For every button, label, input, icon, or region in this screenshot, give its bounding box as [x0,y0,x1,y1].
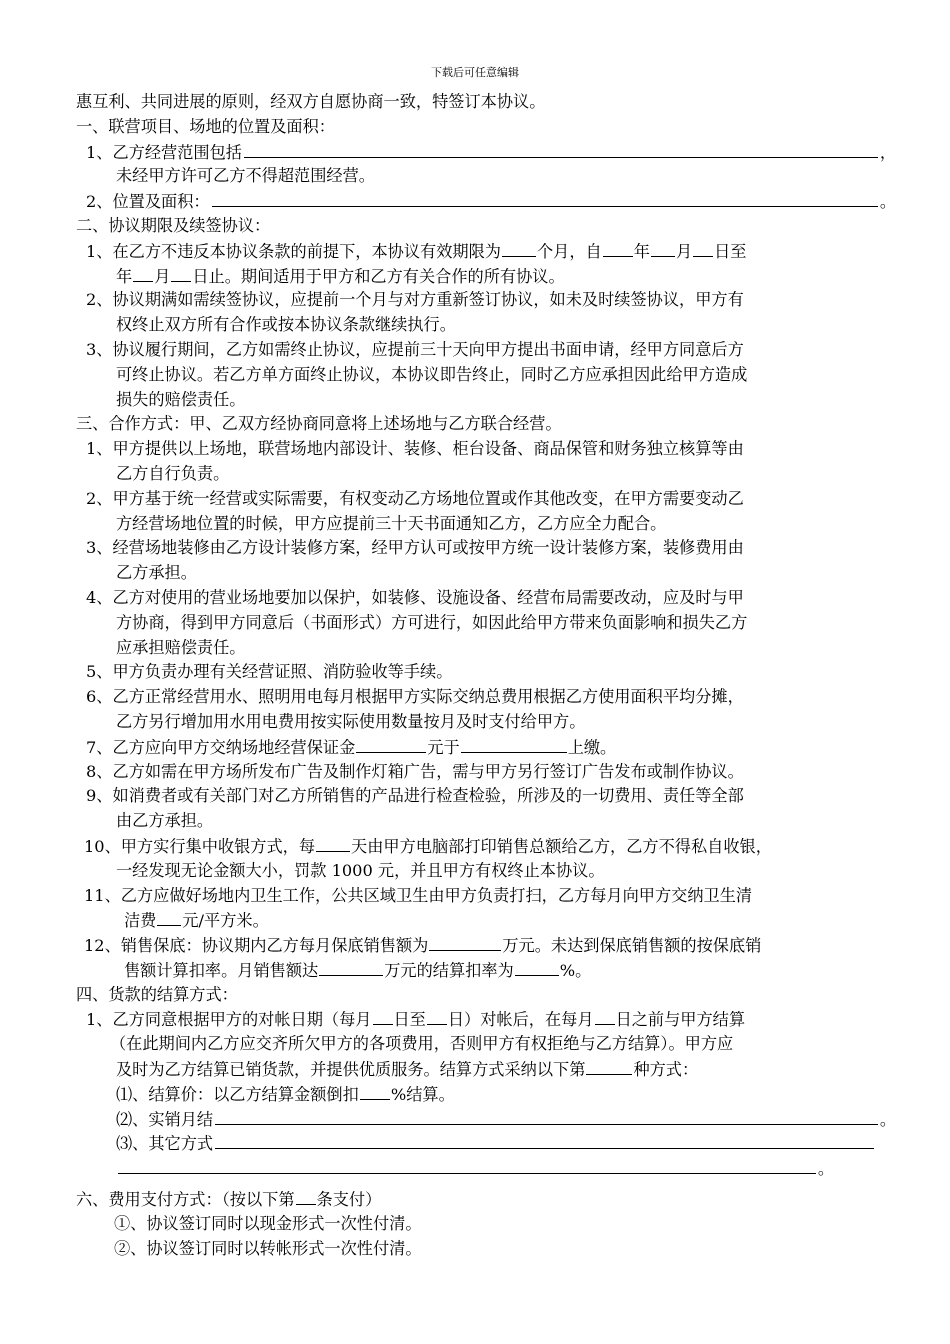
clause-text: ⑵、实销月结 [116,1109,214,1129]
clause-text: 个月，自 [537,241,602,261]
clause-line [76,1131,896,1156]
paragraph-line: 惠互利、共同进展的原则，经双方自愿协商一致，特签订本协议。 [76,92,546,111]
clause-line: 2、协议期满如需续签协议，应提前一个月与对方重新签订协议，如未及时续签协议，甲方有 [86,290,744,310]
contract-body [76,90,896,1261]
clause-text: 日至 [393,1010,426,1030]
clause-text: 2、位置及面积： [86,192,210,212]
clause-text: 10、甲方实行集中收银方式，每 [84,836,316,856]
clause-text: 洁费 [124,911,157,931]
clause-text: 1、乙方经营范围包括 [86,142,242,162]
clause-text: 六、费用支付方式：（按以下第 [76,1190,295,1210]
clause-line: 8、乙方如需在甲方场所发布广告及制作灯箱广告，需与甲方另行签订广告发布或制作协议。 [86,761,744,781]
blank-field [461,735,567,753]
clause-text: 条支付） [316,1190,382,1210]
clause-line: 未经甲方许可乙方不得超范围经营。 [116,166,375,186]
clause-text: 售额计算扣率。月销售额达 [124,960,319,980]
clause-text: 月 [154,266,171,286]
blank-field [502,239,536,257]
clause-line: 损失的赔偿责任。 [116,389,246,409]
punct: ， [879,142,896,162]
section-heading: 三、合作方式：甲、乙双方经协商同意将上述场地与乙方联合经营。 [76,414,562,434]
blank-field [595,1007,615,1025]
section-heading: 一、联营项目、场地的位置及面积： [76,116,335,136]
blank-field [429,933,501,951]
clause-text: 天由甲方电脑部打印销售总额给乙方，乙方不得私自收银， [351,836,772,856]
clause-line: 权终止双方所有合作或按本协议条款继续执行。 [116,315,456,335]
clause-text: 月 [675,241,693,261]
section-heading: 四、货款的结算方式： [76,984,238,1004]
clause-line [76,1156,896,1181]
clause-line: 9、如消费者或有关部门对乙方所销售的产品进行检查检验，所涉及的一切费用、责任等全部 [86,786,744,806]
clause-text: ⑴、结算价：以乙方结算金额倒扣 [116,1084,359,1104]
clause-line [76,140,896,165]
clause-text: 日至 [714,241,747,261]
clause-line: 3、经营场地装修由乙方设计装修方案，经甲方认可或按甲方统一设计装修方案，装修费用由 [86,538,744,558]
blank-field [212,189,878,207]
blank-field [427,1007,447,1025]
punct: 。 [817,1159,834,1179]
clause-line: 3、协议履行期间，乙方如需终止协议，应提前三十天向甲方提出书面申请，经甲方同意后方 [86,339,744,359]
clause-line [76,834,896,859]
clause-line: 应承担赔偿责任。 [116,637,246,657]
blank-field [118,1156,816,1174]
blank-field [157,908,181,926]
clause-line: （在此期间内乙方应交齐所欠甲方的各项费用，否则甲方有权拒绝与乙方结算）。甲方应 [110,1034,734,1054]
clause-line: 一经发现无论金额大小，罚款 1000 元，并且甲方有权终止本协议。 [116,860,605,880]
blank-field [586,1057,632,1075]
clause-text: ⑶、其它方式 [116,1134,214,1154]
clause-line [76,239,896,264]
page-header: 下载后可任意编辑 [431,66,519,79]
clause-text: 日止。期间适用于甲方和乙方有关合作的所有协议。 [192,266,565,286]
blank-field [215,1131,874,1149]
blank-field [515,958,559,976]
clause-line: 11、乙方应做好场地内卫生工作，公共区域卫生由甲方负责打扫，乙方每月向甲方交纳卫生清 [84,885,753,905]
blank-field [215,1107,878,1125]
clause-text: 年 [116,266,133,286]
clause-line: 可终止协议。若乙方单方面终止协议，本协议即告终止，同时乙方应承担因此给甲方造成 [116,364,748,384]
blank-field [316,834,350,852]
clause-line: 2、甲方基于统一经营或实际需要，有权变动乙方场地位置或作其他改变，在甲方需要变动乙 [86,488,744,508]
clause-line [76,933,896,958]
clause-line: 4、乙方对使用的营业场地要加以保护，如装修、设施设备、经营布局需要改动，应及时与甲 [86,587,744,607]
clause-text: 万元的结算扣率为 [384,960,514,980]
clause-line [76,189,896,214]
clause-line [76,1107,896,1132]
clause-text: 及时为乙方结算已销货款，并提供优质服务。结算方式采纳以下第 [116,1060,586,1080]
clause-text: 年 [633,241,650,261]
blank-field [296,1187,316,1205]
punct: 。 [879,192,896,212]
clause-line: 由乙方承担。 [116,811,214,831]
clause-line [76,1057,896,1082]
clause-line [76,908,896,933]
blank-field [693,239,713,257]
clause-text: 元/平方米。 [182,911,269,931]
clause-line: 6、乙方正常经营用水、照明用电每月根据甲方实际交纳总费用根据乙方使用面积平均分摊， [86,687,744,707]
clause-line: 乙方自行负责。 [116,463,230,483]
clause-line [76,958,896,983]
clause-line: 5、甲方负责办理有关经营证照、消防验收等手续。 [86,662,453,682]
clause-text: 7、乙方应向甲方交纳场地经营保证金 [86,737,356,757]
clause-text: 1、在乙方不违反本协议条款的前提下，本协议有效期限为 [86,241,501,261]
blank-field [133,264,153,282]
clause-text: 日之前与甲方结算 [615,1010,746,1030]
clause-text: 日）对帐后，在每月 [447,1010,594,1030]
clause-line: 1、甲方提供以上场地，联营场地内部设计、装修、柜台设备、商品保管和财务独立核算等由 [86,439,744,459]
clause-text: 1、乙方同意根据甲方的对帐日期（每月 [86,1010,372,1030]
section-heading: 二、协议期限及续签协议： [76,215,271,235]
blank-field [360,1082,390,1100]
clause-line: 方经营场地位置的时候，甲方应提前三十天书面通知乙方，乙方应全力配合。 [116,513,667,533]
clause-line: 乙方承担。 [116,563,197,583]
clause-line [76,1007,896,1032]
clause-text: %结算。 [390,1084,455,1104]
blank-field [603,239,633,257]
clause-text: 12、销售保底：协议期内乙方每月保底销售额为 [84,936,429,956]
clause-line: 方协商，得到甲方同意后（书面形式）方可进行，如因此给甲方带来负面影响和损失乙方 [116,612,748,632]
clause-text: 上缴。 [567,737,617,757]
clause-line: ②、协议签订同时以转帐形式一次性付清。 [114,1238,422,1258]
clause-text: %。 [559,960,592,980]
clause-line: 乙方另行增加用水用电费用按实际使用数量按月及时支付给甲方。 [116,711,586,731]
clause-line [76,264,896,289]
section-heading [76,1187,896,1212]
clause-text: 万元。未达到保底销售额的按保底销 [502,936,762,956]
blank-field [373,1007,393,1025]
punct: 。 [879,1109,896,1129]
blank-field [356,735,426,753]
clause-text: 种方式： [633,1060,699,1080]
blank-field [651,239,675,257]
blank-field [319,958,383,976]
blank-field [244,140,878,158]
clause-line [76,735,896,760]
blank-field [171,264,191,282]
clause-line [76,1082,896,1107]
clause-line: ①、协议签订同时以现金形式一次性付清。 [114,1213,422,1233]
clause-text: 元于 [427,737,460,757]
